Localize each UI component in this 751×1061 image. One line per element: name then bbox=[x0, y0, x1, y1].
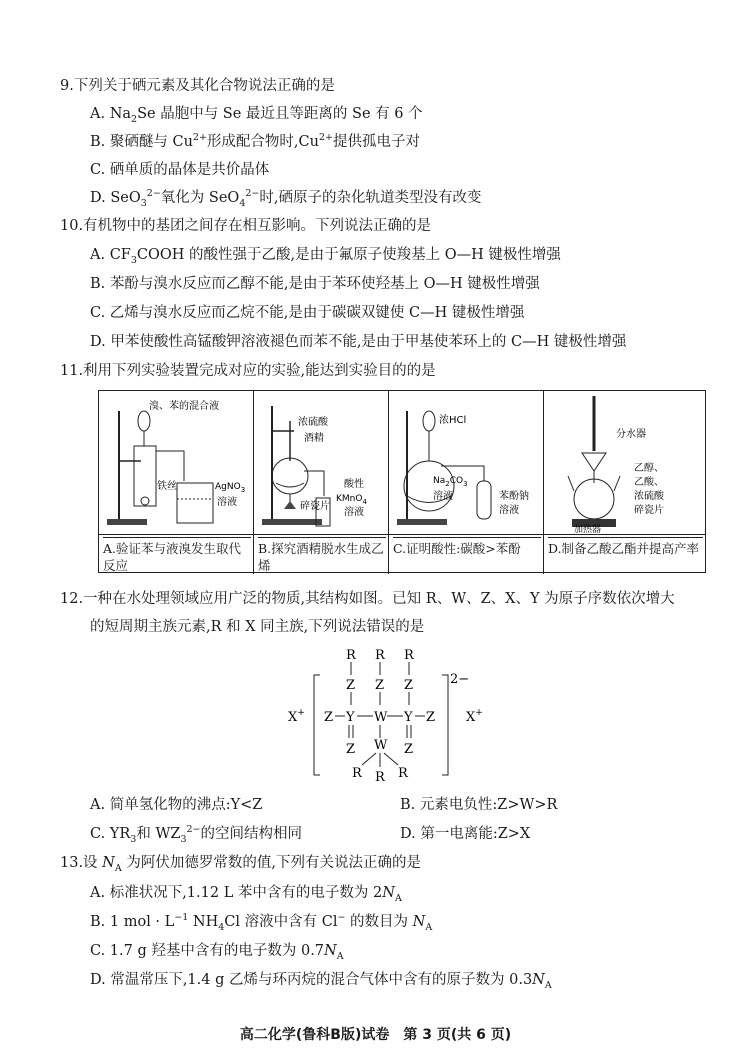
struct-z: Z bbox=[375, 678, 385, 693]
struct-r: R bbox=[375, 770, 385, 785]
struct-z: Z bbox=[426, 710, 436, 725]
label-solution-a: 溶液 bbox=[217, 497, 237, 508]
q12-option-b: B. 元素电负性:Z>W>R bbox=[400, 797, 558, 813]
caption-c: C.证明酸性:碳酸>苯酚 bbox=[393, 537, 541, 557]
label-heater: 加热器 bbox=[574, 525, 602, 534]
label-conc-sulfuric: 浓硫酸 bbox=[298, 417, 328, 428]
q12-option-c: C. $YR_3$和 $WZ_3^{2-}$的空间结构相同 bbox=[90, 824, 302, 845]
q9-option-b: B. 聚硒醚与 $Cu^{2+}$形成配合物时$,Cu^{2+}$提供孤电子对 bbox=[90, 132, 420, 150]
q9-stem: 9.下列关于硒元素及其化合物说法正确的是 bbox=[60, 78, 335, 94]
label-conc-hcl: 浓HCl bbox=[439, 415, 467, 426]
q10-option-d: D. 甲苯使酸性高锰酸钾溶液褪色而苯不能,是由于甲基使苯环上的 C—H 键极性增强 bbox=[90, 334, 627, 350]
q9-option-a: A. $Na_2Se$ 晶胞中与 Se 最近且等距离的 Se 有 6 个 bbox=[90, 106, 423, 125]
caption-a: A.验证苯与液溴发生取代反应 bbox=[103, 537, 251, 574]
struct-r: R bbox=[352, 766, 362, 781]
label-kmno4: KMnO$_4$ bbox=[336, 494, 367, 506]
struct-x-left: X+ bbox=[288, 708, 305, 725]
experiment-cell-c bbox=[389, 391, 544, 574]
experiment-cell-a bbox=[99, 391, 254, 574]
struct-r: R bbox=[375, 648, 385, 663]
apparatus-d-diagram bbox=[544, 391, 705, 534]
struct-w: W bbox=[374, 710, 388, 725]
struct-y: Y bbox=[404, 710, 413, 725]
label-ethanol: 乙醇、 bbox=[634, 463, 664, 474]
label-solution-b: 溶液 bbox=[344, 507, 364, 518]
struct-z: Z bbox=[346, 742, 356, 757]
struct-z: Z bbox=[404, 678, 414, 693]
struct-z: Z bbox=[404, 742, 414, 757]
apparatus-c-diagram bbox=[389, 391, 544, 534]
q9-option-c: C. 硒单质的晶体是共价晶体 bbox=[90, 162, 270, 178]
struct-r: R bbox=[398, 766, 408, 781]
q13-option-c: C. 1.7 g 羟基中含有的电子数为 $0.7N_A$ bbox=[90, 943, 344, 962]
label-iron-wire: 铁丝 bbox=[157, 481, 177, 492]
q13-stem: 13.设 $N_A$ 为阿伏加德罗常数的值,下列有关说法正确的是 bbox=[60, 855, 421, 874]
q10-option-c: C. 乙烯与溴水反应而乙烷不能,是由于碳碳双键使 C—H 键极性增强 bbox=[90, 305, 525, 321]
experiment-cell-b bbox=[254, 391, 389, 574]
q13-option-b: B. 1 mol · $L^{-1}$ $NH_4Cl$ 溶液中含有 Cl− 的数目为 $N_A$ bbox=[90, 912, 433, 933]
caption-d: D.制备乙酸乙酯并提高产率 bbox=[548, 537, 703, 557]
label-porcelain-b: 碎瓷片 bbox=[300, 501, 330, 512]
struct-charge: 2− bbox=[450, 672, 470, 687]
struct-r: R bbox=[404, 648, 414, 663]
label-porcelain-d: 碎瓷片 bbox=[634, 505, 664, 516]
experiment-cell-d bbox=[544, 391, 705, 574]
struct-w: W bbox=[374, 738, 388, 753]
q12-option-d: D. 第一电离能:Z>X bbox=[400, 826, 531, 842]
label-bromine-benzene-mix: 溴、苯的混合液 bbox=[149, 401, 219, 412]
q13-option-d: D. 常温常压下,1.4 g 乙烯与环丙烷的混合气体中含有的原子数为 $0.3N_A$ bbox=[90, 972, 552, 991]
label-alcohol: 酒精 bbox=[304, 433, 324, 444]
label-solution-c: 溶液 bbox=[433, 491, 453, 502]
apparatus-a-diagram bbox=[99, 391, 254, 534]
molecular-structure bbox=[280, 645, 510, 790]
struct-z: Z bbox=[324, 710, 334, 725]
label-solution-c2: 溶液 bbox=[499, 505, 519, 516]
label-phenoxide: 苯酚钠 bbox=[499, 491, 529, 502]
label-conc-sulfuric-d: 浓硫酸 bbox=[634, 491, 664, 502]
q13-option-a: A. 标准状况下,1.12 L 苯中含有的电子数为 $2N_A$ bbox=[90, 885, 402, 904]
label-acetic-acid: 乙酸、 bbox=[634, 477, 664, 488]
apparatus-b-diagram bbox=[254, 391, 389, 534]
q10-stem: 10.有机物中的基团之间存在相互影响。下列说法正确的是 bbox=[60, 218, 432, 234]
label-water-separator: 分水器 bbox=[616, 429, 646, 440]
struct-x-right: X+ bbox=[466, 708, 483, 725]
q11-stem: 11.利用下列实验装置完成对应的实验,能达到实验目的的是 bbox=[60, 363, 436, 379]
label-agno3: AgNO$_3$ bbox=[215, 482, 246, 494]
experiment-table bbox=[98, 390, 706, 573]
q9-option-d: D. SeO$_3^{2-}$氧化为 SeO$_4^{2-}$时,硒原子的杂化轨道类型没有改变 bbox=[90, 188, 482, 209]
label-na2co3: $Na_2CO_3$ bbox=[433, 476, 468, 488]
q10-option-b: B. 苯酚与溴水反应而乙醇不能,是由于苯环使羟基上 O—H 键极性增强 bbox=[90, 276, 540, 292]
struct-z: Z bbox=[346, 678, 356, 693]
caption-b: B.探究酒精脱水生成乙烯 bbox=[258, 537, 386, 574]
q12-option-a: A. 简单氢化物的沸点:Y<Z bbox=[90, 797, 263, 813]
label-acidic: 酸性 bbox=[344, 479, 364, 490]
page-footer: 高二化学(鲁科B版)试卷 第 3 页(共 6 页) bbox=[239, 1027, 512, 1043]
struct-r: R bbox=[346, 648, 356, 663]
struct-y: Y bbox=[346, 710, 355, 725]
q12-stem-line2: 的短周期主族元素,R 和 X 同主族,下列说法错误的是 bbox=[90, 619, 425, 635]
q12-stem-line1: 12.一种在水处理领域应用广泛的物质,其结构如图。已知 R、W、Z、X、Y 为原子序数依次增大 bbox=[60, 591, 675, 607]
q10-option-a: A. $CF_3COOH$ 的酸性强于乙酸,是由于氟原子使羧基上 O—H 键极性增强 bbox=[90, 247, 561, 266]
